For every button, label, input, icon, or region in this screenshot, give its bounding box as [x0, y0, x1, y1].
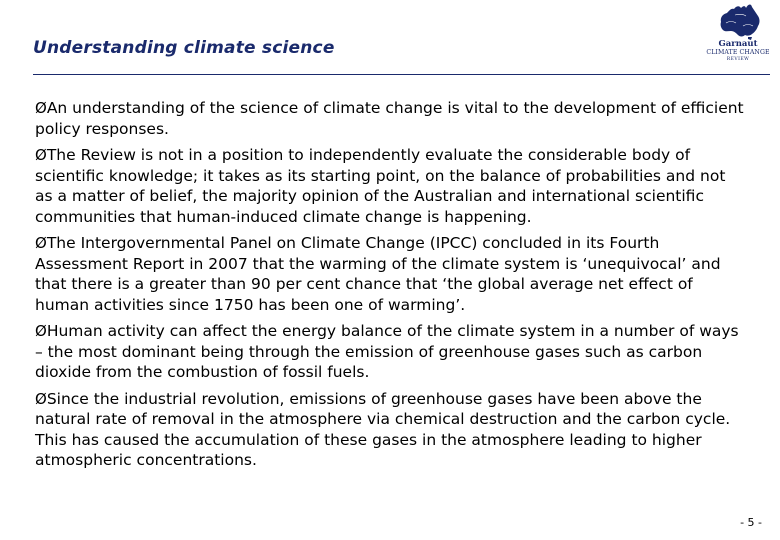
- australia-map-icon: [718, 2, 762, 40]
- logo-subtitle: CLIMATE CHANGE: [706, 49, 770, 56]
- logo-review: REVIEW: [726, 57, 750, 62]
- bullet-text: An understanding of the science of climate change is vital to the development of efficient policy responses.: [35, 99, 744, 138]
- garnaut-logo: [700, 2, 778, 66]
- bullet-text: The Intergovernmental Panel on Climate Change (IPCC) concluded in its Fourth Assessment Report in 2007 that the warming of the climate system is ‘unequivocal’ and that there is a greater than 90 per cent chance that ‘the global average net effect of human activities since 1750 has been one of warming’.: [35, 234, 721, 314]
- page-number: - 5 -: [740, 516, 762, 529]
- bullet-arrow-icon: Ø: [35, 389, 47, 408]
- bullet-text: Human activity can affect the energy balance of the climate system in a number of ways – the most dominant being through the emission of greenhouse gases such as carbon dioxide from the combustion of fossil fuels.: [35, 322, 739, 381]
- slide-title: Understanding climate science: [33, 38, 335, 58]
- bullet-text: The Review is not in a position to independently evaluate the considerable body of scientific knowledge; it takes as its starting point, on the balance of probabilities and not as a matter of belief, the majority opinion of the Australian and international scientific communities that human-induced climate change is happening.: [35, 146, 726, 226]
- bullet-arrow-icon: Ø: [35, 234, 47, 252]
- bullet-item: [35, 233, 747, 315]
- bullet-list: [35, 98, 747, 477]
- bullet-item: [35, 321, 747, 383]
- bullet-item: [35, 389, 747, 471]
- logo-name: Garnaut: [718, 39, 758, 49]
- title-divider: [33, 74, 770, 75]
- bullet-item: [35, 98, 747, 139]
- bullet-text: Since the industrial revolution, emissions of greenhouse gases have been above the natural rate of removal in the atmosphere via chemical destruction and the carbon cycle. This has caused the accumulation of these gases in the atmosphere leading to higher atmospheric concentrations.: [35, 389, 731, 469]
- bullet-arrow-icon: Ø: [35, 146, 47, 164]
- bullet-item: [35, 145, 747, 227]
- bullet-arrow-icon: Ø: [35, 99, 47, 117]
- bullet-arrow-icon: Ø: [35, 322, 47, 340]
